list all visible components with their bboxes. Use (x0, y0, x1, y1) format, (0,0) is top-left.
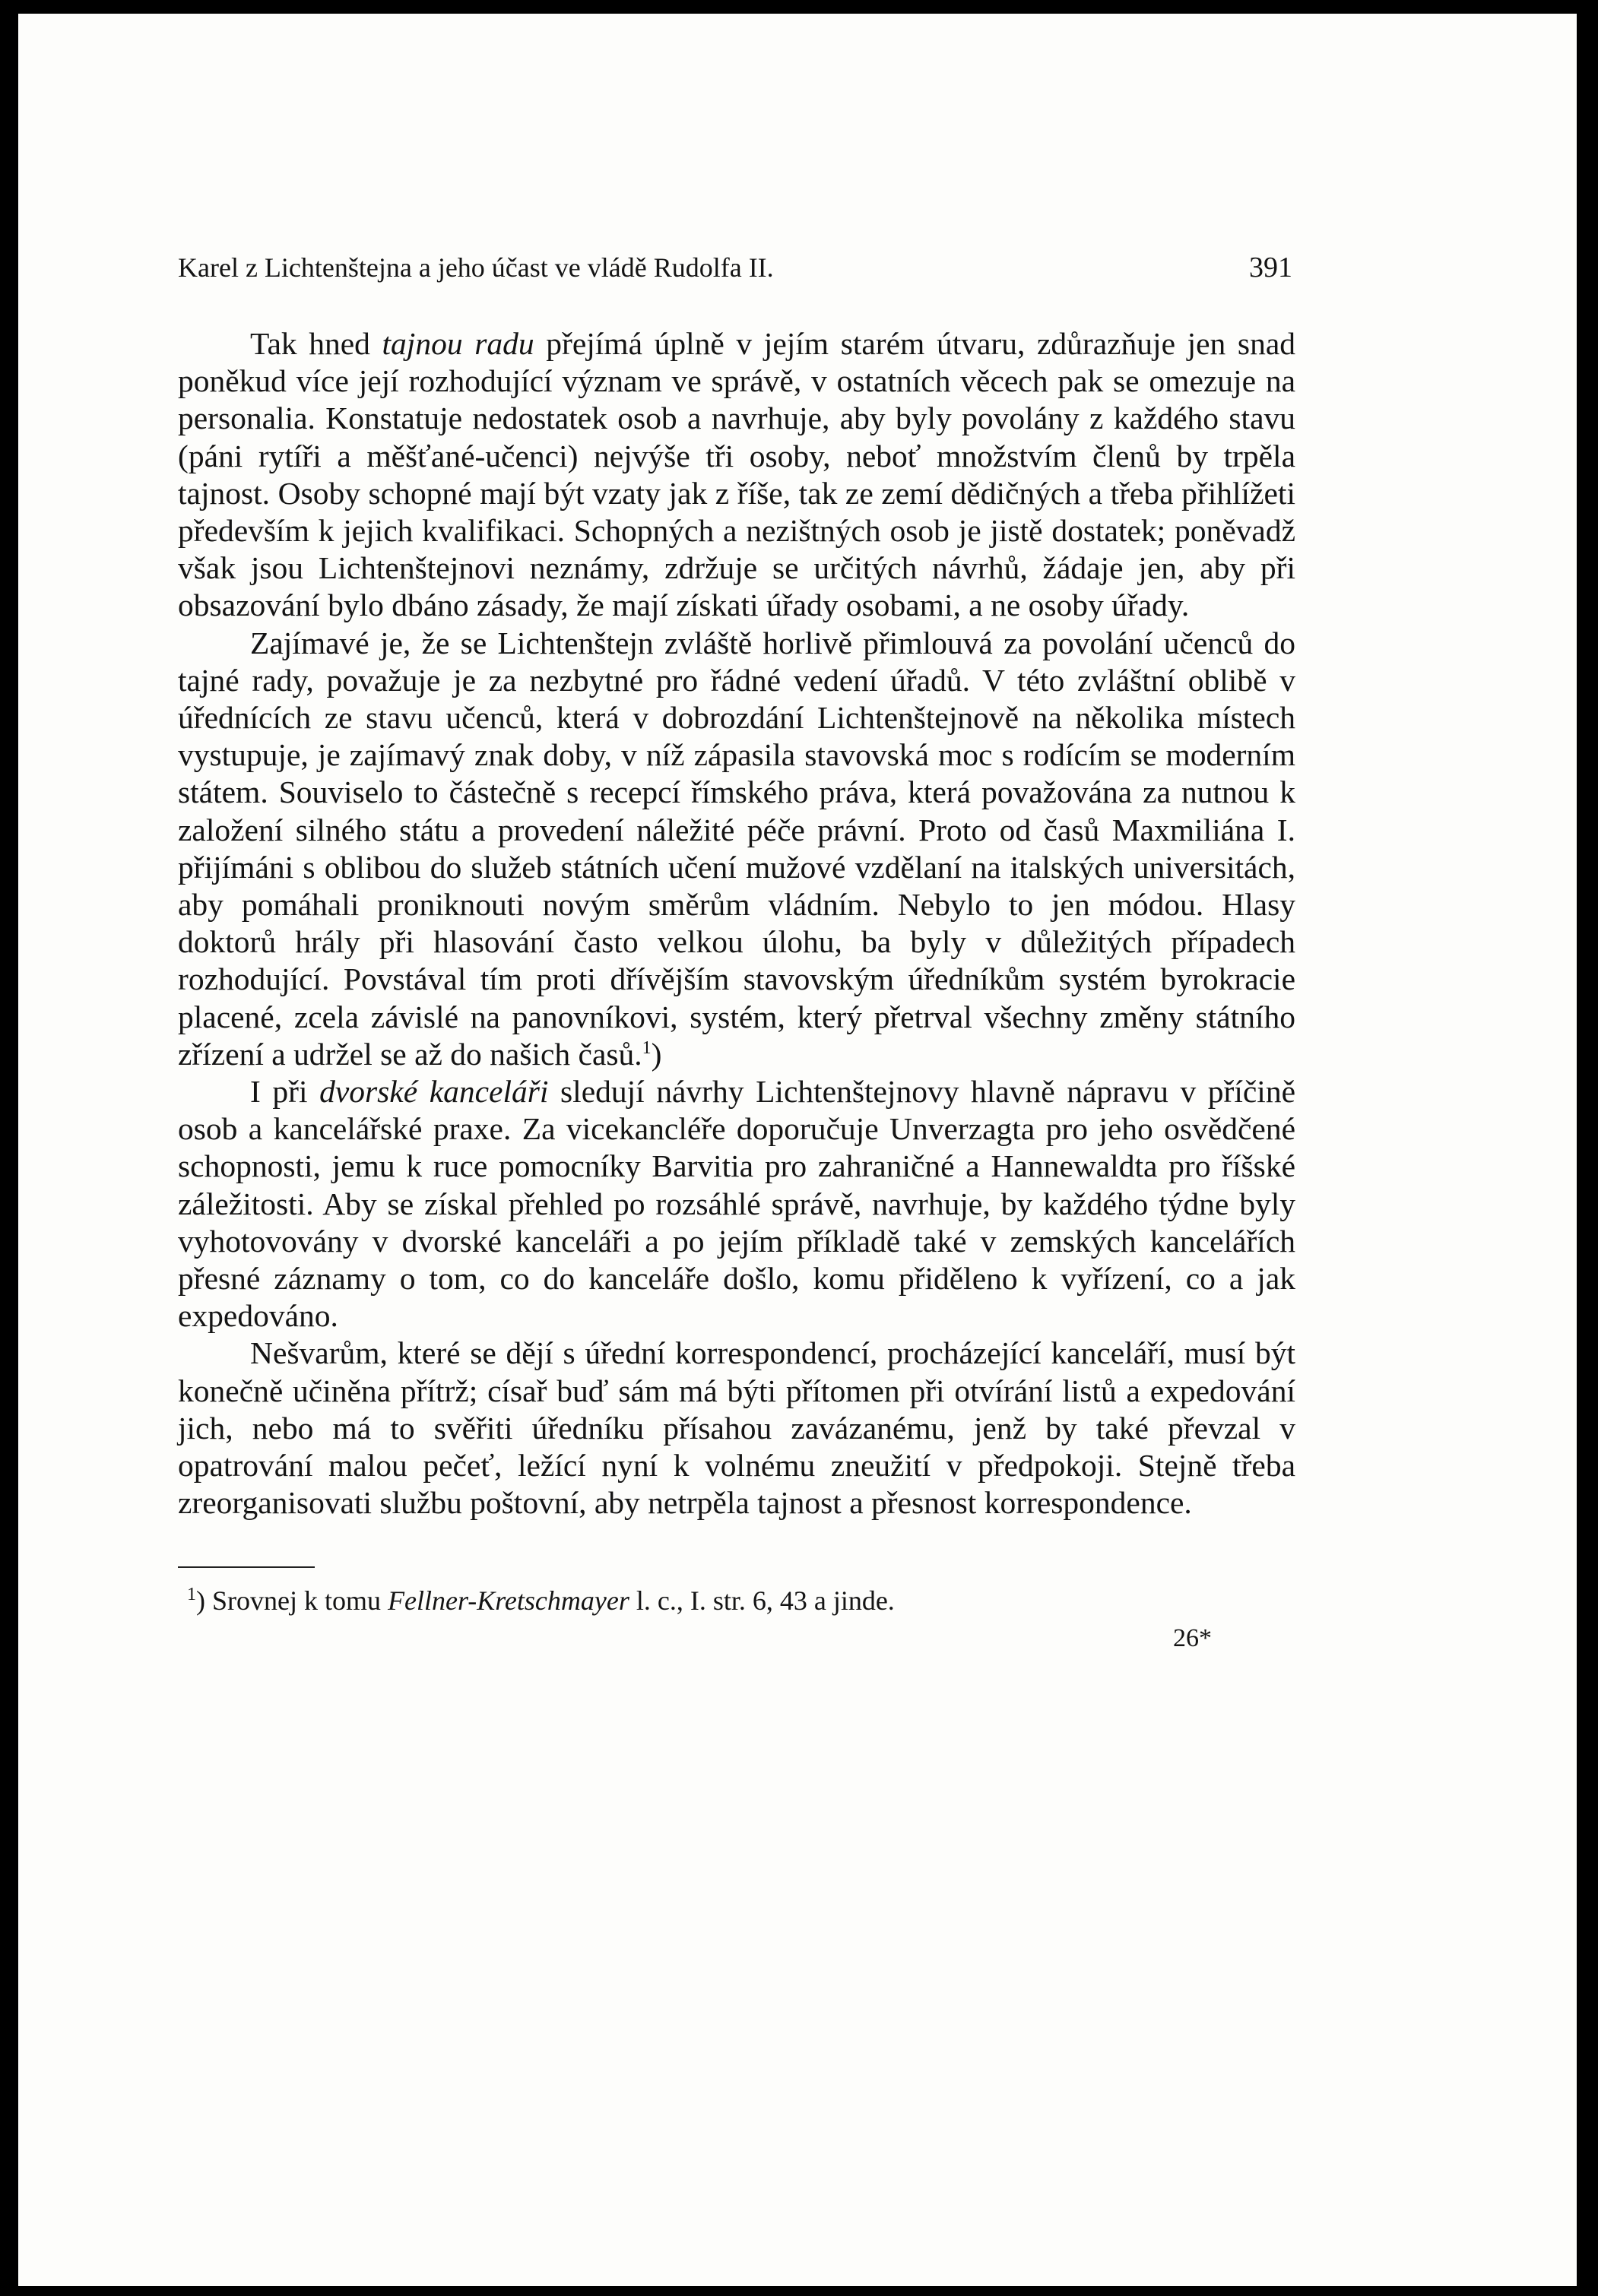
paragraph-1 (178, 325, 1295, 625)
footnote-reference[interactable]: 1 (642, 1038, 652, 1059)
paragraph-3-text-end: sledují návrhy Lichtenštejnovy hlavně nápravu v příčině osob a kancelářské praxe. Za vicekancléře doporučuje Unverzagta pro jeho osvědčené schopnosti, jemu k ruce pomocníky Barvitia pro zahraničné a Hannewaldta pro říšské záležitosti. Aby se získal přehled po rozsáhlé správě, navrhuje, by každého týdne byly vyhotovovány v dvorské kanceláři a po jejím příkladě také v zemských kancelářích přesné záznamy o tom, co do kanceláře došlo, komu přiděleno k vyřízení, co a jak expedováno. (178, 1074, 1295, 1334)
paragraph-4-text: Nešvarům, které se dějí s úřední korrespondencí, procházející kanceláří, musí být konečně učiněna přítrž; císař buď sám má býti přítomen při otvírání listů a expedování jich, nebo má to svěřiti úředníku přísahou zavázanému, jenž by také převzal v opatrování malou pečeť, ležící nyní k volnému zneužití v předpokoji. Stejně třeba zreorganisovati službu poštovní, aby netrpěla tajnost a přesnost korrespondence. (178, 1335, 1295, 1521)
footnote-divider (178, 1566, 315, 1568)
footnote-reference-suffix: ) (651, 1036, 662, 1072)
paragraph-3-italic: dvorské kanceláři (319, 1074, 549, 1110)
footnote-marker-suffix: ) (196, 1585, 205, 1616)
book-page (18, 14, 1577, 2286)
paragraph-4 (178, 1335, 1295, 1522)
printer-signature-mark: 26* (1173, 1623, 1212, 1652)
running-head-title: Karel z Lichtenštejna a jeho účast ve vládě Rudolfa II. (178, 252, 774, 283)
text-block (178, 249, 1295, 1656)
page-number: 391 (1249, 252, 1292, 283)
paragraph-1-text-end: přejímá úplně v jejím starém útvaru, zdůrazňuje jen snad poněkud více její rozhodující význam ve správě, v ostatních věcech pak se omezuje na personalia. Konstatuje nedostatek osob a navrhuje, aby byly povolány z každého stavu (páni rytíři a měšťané-učenci) nejvýše tři osoby, neboť množstvím členů by trpěla tajnost. Osoby schopné mají být vzaty jak z říše, tak ze zemí dědičných a třeba přihlížeti především k jejich kvalifikaci. Schopných a nezištných osob je jistě dostatek; poněvadž však jsou Lichtenštejnovi neznámy, zdržuje se určitých návrhů, žádaje jen, aby při obsazování bylo dbáno zásady, že mají získati úřady osobami, a ne osoby úřady. (178, 326, 1295, 623)
paragraph-2-text: Zajímavé je, že se Lichtenštejn zvláště horlivě přimlouvá za povolání učenců do tajné rady, považuje je za nezbytné pro řádné vedení úřadů. V této zvláštní oblibě v úřednících ze stavu učenců, která v dobrozdání Lichtenštejnově na několika místech vystupuje, je zajímavý znak doby, v níž zápasila stavovská moc s rodícím se moderním státem. Souviselo to částečně s recepcí římského práva, která považována za nutnou k založení silného státu a provedení náležité péče právní. Proto od časů Maxmiliána I. přijímáni s oblibou do služeb státních učení mužové vzdělaní na italských universitách, aby pomáhali proniknouti novým směrům vládním. Nebylo to jen módou. Hlasy doktorů hrály při hlasování často velkou úlohu, ba byly v důležitých případech rozhodující. Povstával tím proti dřívějším stavovským úředníkům systém byrokracie placené, zcela závislé na panovníkovi, systém, který přetrval všechny změny státního zřízení a udržel se až do našich časů. (178, 625, 1295, 1072)
footnote (178, 1583, 1295, 1618)
footnote-text-start: Srovnej k tomu (205, 1585, 388, 1616)
footnote-marker: 1 (187, 1584, 196, 1604)
paragraph-1-text-start: Tak hned (250, 326, 382, 361)
footnote-italic-author: Fellner-Kretschmayer (388, 1585, 629, 1616)
paragraph-3 (178, 1073, 1295, 1335)
running-head (178, 249, 1295, 286)
paragraph-1-italic: tajnou radu (382, 326, 534, 361)
paragraph-3-text-start: I při (250, 1074, 320, 1110)
paragraph-2 (178, 625, 1295, 1073)
footnote-text-end: l. c., I. str. 6, 43 a jinde. (629, 1585, 895, 1616)
